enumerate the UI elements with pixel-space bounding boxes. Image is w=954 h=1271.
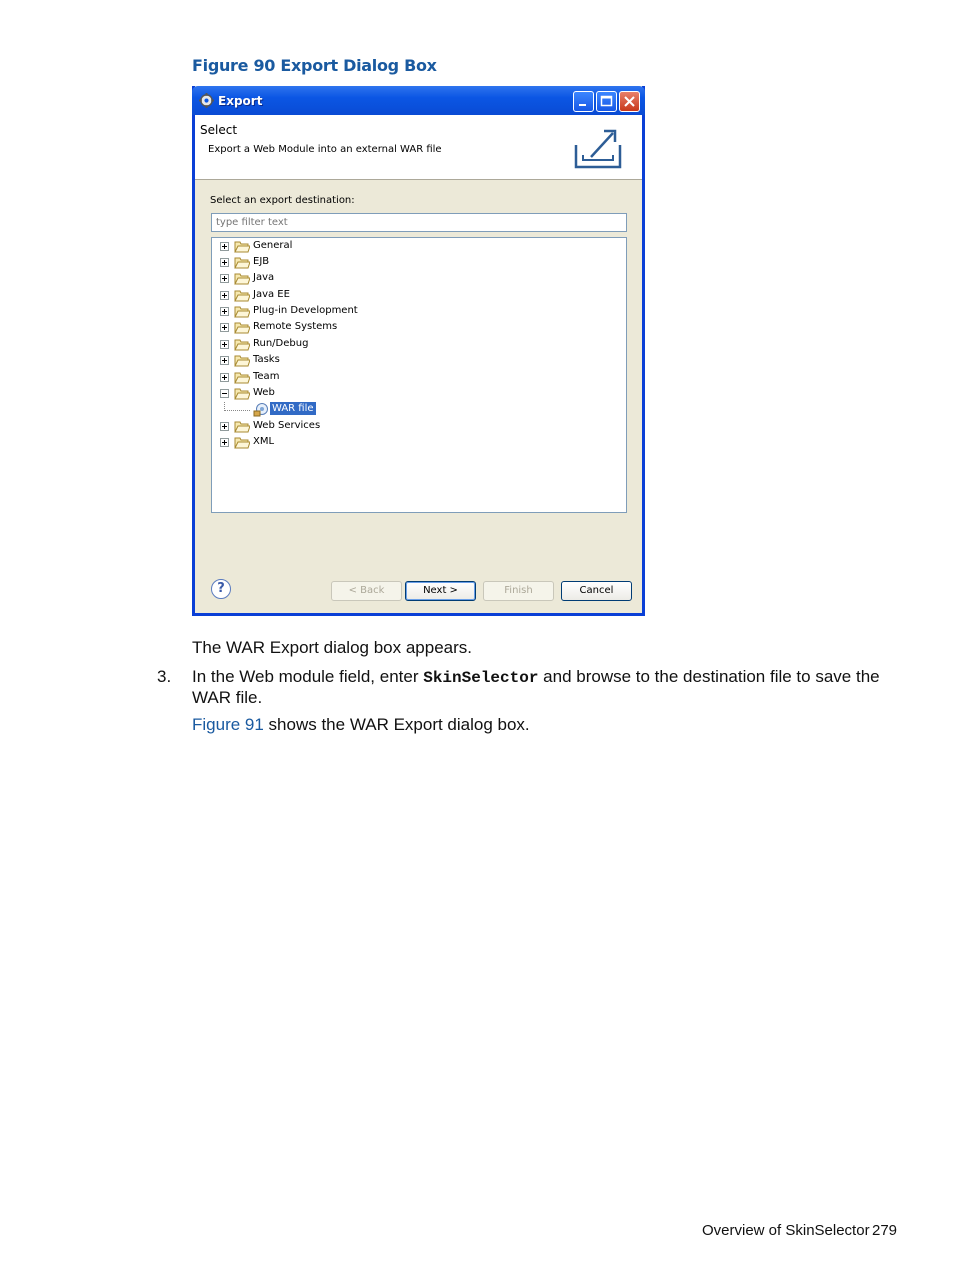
expand-icon[interactable]: [220, 356, 229, 365]
step-code: SkinSelector: [423, 669, 539, 687]
step-text: [192, 667, 902, 687]
expand-icon[interactable]: [220, 274, 229, 283]
step-text-continued: WAR file.: [192, 688, 263, 707]
title-bar[interactable]: [192, 86, 645, 115]
step-number: 3.: [157, 667, 172, 686]
expand-icon[interactable]: [220, 307, 229, 316]
tree-item-java[interactable]: [212, 271, 626, 287]
footer-section: Overview of SkinSelector: [702, 1222, 870, 1239]
tree-connector: [224, 402, 250, 411]
tree-item-general[interactable]: [212, 239, 626, 255]
tree-item-label: Web: [253, 387, 275, 398]
figure-reference-text: shows the WAR Export dialog box.: [263, 715, 530, 734]
expand-icon[interactable]: [220, 438, 229, 447]
tree-item-label: Web Services: [253, 420, 321, 431]
tree-item-tasks[interactable]: [212, 353, 626, 369]
tree-item-java-ee[interactable]: [212, 288, 626, 304]
filter-input[interactable]: [211, 213, 627, 232]
dialog-appears-text: The WAR Export dialog box appears.: [192, 638, 473, 657]
tree-item-label: Java: [253, 272, 275, 283]
close-button[interactable]: [619, 91, 640, 112]
folder-open-icon: [234, 387, 250, 400]
cancel-button[interactable]: Cancel: [561, 581, 632, 601]
expand-icon[interactable]: [220, 242, 229, 251]
tree-item-label: Run/Debug: [253, 338, 309, 349]
tree-item-label: Java EE: [253, 289, 290, 300]
maximize-icon: [597, 92, 616, 111]
export-icon: [573, 127, 625, 171]
expand-icon[interactable]: [220, 340, 229, 349]
header-title: Select: [200, 123, 238, 137]
minimize-icon: [574, 92, 593, 111]
next-button[interactable]: Next >: [405, 581, 476, 601]
tree-item-war-file[interactable]: [212, 402, 626, 418]
folder-icon: [234, 289, 250, 302]
collapse-icon[interactable]: [220, 389, 229, 398]
finish-button[interactable]: Finish: [483, 581, 554, 601]
tree-item-web-services[interactable]: [212, 419, 626, 435]
expand-icon[interactable]: [220, 323, 229, 332]
folder-icon: [234, 272, 250, 285]
step-text-part: In the Web module field, enter: [192, 667, 424, 686]
export-dialog: [192, 86, 645, 616]
destination-tree: [211, 237, 627, 513]
tree-item-remote-systems[interactable]: [212, 320, 626, 336]
expand-icon[interactable]: [220, 291, 229, 300]
wizard-header: [195, 115, 642, 180]
maximize-button[interactable]: [596, 91, 617, 112]
close-icon: [620, 92, 639, 111]
tree-item-label: Tasks: [253, 354, 280, 365]
folder-icon: [234, 354, 250, 367]
folder-icon: [234, 321, 250, 334]
page-number: 279: [872, 1222, 898, 1239]
tree-item-label: Plug-in Development: [253, 305, 358, 316]
tree-item-label: EJB: [253, 256, 270, 267]
tree-item-label: Remote Systems: [253, 321, 338, 332]
folder-icon: [234, 420, 250, 433]
destination-label: Select an export destination:: [210, 195, 355, 206]
folder-icon: [234, 338, 250, 351]
folder-icon: [234, 256, 250, 269]
figure-91-link[interactable]: Figure 91: [192, 715, 264, 734]
war-file-icon: [253, 402, 269, 417]
minimize-button[interactable]: [573, 91, 594, 112]
header-description: Export a Web Module into an external WAR file: [208, 144, 442, 155]
tree-item-ejb[interactable]: [212, 255, 626, 271]
tree-item-label: Team: [253, 371, 280, 382]
folder-icon: [234, 240, 250, 253]
gear-icon: [199, 93, 214, 108]
figure-reference: [192, 715, 530, 735]
tree-item-team[interactable]: [212, 370, 626, 386]
tree-item-label: XML: [253, 436, 275, 447]
tree-item-label-selected: WAR file: [272, 403, 314, 414]
back-button[interactable]: < Back: [331, 581, 402, 601]
expand-icon[interactable]: [220, 258, 229, 267]
folder-icon: [234, 371, 250, 384]
tree-item-label: General: [253, 240, 293, 251]
folder-icon: [234, 305, 250, 318]
window-title: Export: [218, 94, 263, 108]
tree-item-xml[interactable]: [212, 435, 626, 451]
help-icon[interactable]: ?: [211, 579, 231, 599]
tree-item-plugin-development[interactable]: [212, 304, 626, 320]
folder-icon: [234, 436, 250, 449]
tree-item-web[interactable]: [212, 386, 626, 402]
expand-icon[interactable]: [220, 422, 229, 431]
step-text-part: and browse to the destination file to save the: [538, 667, 880, 686]
tree-item-run-debug[interactable]: [212, 337, 626, 353]
expand-icon[interactable]: [220, 373, 229, 382]
figure-caption: Figure 90 Export Dialog Box: [192, 56, 437, 75]
